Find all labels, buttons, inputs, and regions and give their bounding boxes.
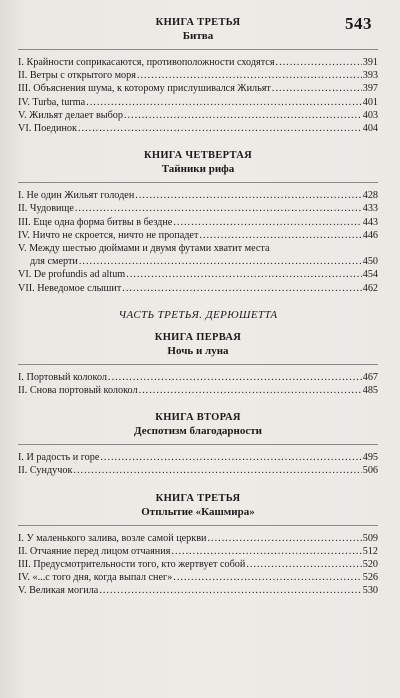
divider (18, 49, 378, 50)
chapter-entry (18, 532, 378, 545)
chapter-title: IV. Ничто не скроется, ничто не пропадет (18, 229, 199, 241)
chapter-entry (18, 189, 378, 202)
chapter-title: V. Жильят делает выбор (18, 109, 123, 121)
leader-dots (171, 545, 361, 558)
chapter-entry (18, 584, 378, 597)
leader-dots (86, 96, 362, 109)
chapter-entry (18, 384, 378, 397)
leader-dots (208, 532, 362, 545)
book-subtitle: Деспотизм благодарности (134, 425, 262, 438)
leader-dots (126, 268, 361, 281)
leader-dots (73, 464, 361, 477)
book-subtitle: Отплытие «Кашмира» (141, 505, 255, 518)
leader-dots (246, 558, 361, 571)
book-section (18, 492, 378, 598)
chapter-page-number: 526 (362, 572, 378, 584)
divider (18, 364, 378, 365)
chapter-page-number: 509 (362, 532, 378, 544)
chapter-title: IV. Turba, turma (18, 96, 86, 108)
chapter-page-number: 403 (362, 109, 378, 121)
chapter-page-number: 446 (362, 229, 378, 241)
chapter-title: II. Сундучок (18, 465, 73, 477)
leader-dots (122, 282, 361, 295)
chapter-title: II. Чудовище (18, 203, 74, 215)
chapter-page-number: 443 (362, 216, 378, 228)
chapter-page-number: 397 (362, 83, 378, 95)
chapter-page-number: 401 (362, 96, 378, 108)
part-title: ЧАСТЬ ТРЕТЬЯ. ДЕРЮШЕТТА (118, 308, 278, 321)
leader-dots (137, 69, 362, 82)
chapter-title: I. Портовый колокол (18, 371, 108, 383)
leader-dots (139, 384, 362, 397)
section-gap (18, 478, 378, 492)
leader-dots (124, 109, 362, 122)
chapter-entry (18, 202, 378, 215)
chapter-page-number: 530 (362, 585, 378, 597)
chapter-page-number: 428 (362, 190, 378, 202)
chapter-title: V. Между шестью дюймами и двумя футами хватит места (18, 243, 270, 255)
chapter-entry (18, 109, 378, 122)
chapter-entry (18, 268, 378, 281)
chapter-entry (18, 558, 378, 571)
leader-dots (173, 571, 361, 584)
chapter-title: II. Снова портовый колокол (18, 385, 138, 397)
chapter-page-number: 485 (362, 385, 378, 397)
leader-dots (100, 451, 361, 464)
book-section (18, 411, 378, 477)
chapter-page-number: 391 (362, 57, 378, 68)
divider (18, 444, 378, 445)
book-subtitle: Ночь и луна (167, 344, 229, 357)
leader-dots (75, 202, 362, 215)
chapter-page-number: 450 (362, 256, 378, 268)
chapter-page-number: 520 (362, 559, 378, 571)
chapter-entry (18, 545, 378, 558)
chapter-entry (18, 82, 378, 95)
book-subtitle: Битва (182, 30, 214, 42)
chapter-entry (18, 56, 378, 69)
leader-dots (272, 82, 362, 95)
chapter-entry (18, 451, 378, 464)
chapter-title: II. Ветры с открытого моря (18, 70, 136, 82)
chapter-page-number: 495 (362, 452, 378, 464)
chapter-list (18, 532, 378, 598)
book-title: КНИГА ПЕРВАЯ (154, 331, 242, 343)
chapter-page-number: 467 (362, 371, 378, 383)
chapter-page-number: 393 (362, 70, 378, 82)
chapter-list (18, 451, 378, 477)
divider (18, 525, 378, 526)
page-number: 543 (345, 14, 372, 33)
chapter-page-number: 462 (362, 282, 378, 294)
leader-dots (173, 216, 361, 229)
chapter-entry (18, 571, 378, 584)
book-title: КНИГА ТРЕТЬЯ (155, 17, 241, 28)
chapter-title: I. Не один Жильят голоден (18, 190, 135, 202)
chapter-title: III. Предусмотрительности того, кто жертвует собой (18, 559, 246, 571)
divider (18, 182, 378, 183)
table-of-contents (18, 16, 378, 598)
section-gap (18, 135, 378, 149)
chapter-list (18, 56, 378, 135)
chapter-list (18, 371, 378, 397)
book-title: КНИГА ВТОРАЯ (155, 412, 241, 424)
leader-dots (78, 122, 362, 135)
chapter-page-number: 454 (362, 269, 378, 281)
book-subtitle: Тайники рифа (161, 163, 235, 176)
chapter-title-continued: для смерти (30, 256, 78, 268)
chapter-title: III. Еще одна форма битвы в бездне (18, 216, 173, 228)
chapter-page-number: 506 (362, 465, 378, 477)
book-title: КНИГА ТРЕТЬЯ (155, 492, 241, 504)
chapter-entry (18, 242, 378, 268)
chapter-title: V. Великая могила (18, 585, 99, 597)
chapter-entry (18, 69, 378, 82)
chapter-page-number: 404 (362, 123, 378, 135)
chapter-title: VI. De profundis ad altum (18, 269, 126, 281)
leader-dots (276, 56, 362, 69)
chapter-title: I. У маленького залива, возле самой церкви (18, 532, 207, 544)
chapter-entry (18, 96, 378, 109)
chapter-entry (18, 229, 378, 242)
leader-dots (99, 584, 361, 597)
chapter-entry (18, 464, 378, 477)
chapter-entry (18, 122, 378, 135)
chapter-title: I. Крайности соприкасаются, противоположности сходятся (18, 57, 275, 68)
leader-dots (79, 255, 362, 268)
chapter-page-number: 433 (362, 203, 378, 215)
book-section (18, 149, 378, 295)
chapter-entry (18, 216, 378, 229)
chapter-title: VII. Неведомое слышит (18, 282, 122, 294)
chapter-list (18, 189, 378, 295)
leader-dots (135, 189, 361, 202)
chapter-title: VI. Поединок (18, 123, 77, 135)
book-title: КНИГА ЧЕТВЕРТАЯ (143, 150, 253, 162)
leader-dots (108, 371, 362, 384)
book-section (18, 331, 378, 397)
leader-dots (199, 229, 361, 242)
chapter-entry (18, 282, 378, 295)
book-section (18, 16, 378, 135)
chapter-entry (18, 371, 378, 384)
chapter-page-number: 512 (362, 545, 378, 557)
chapter-title: IV. «...с того дня, когда выпал снег» (18, 572, 173, 584)
section-gap (18, 397, 378, 411)
chapter-title: I. И радость и горе (18, 452, 100, 464)
chapter-title: II. Отчаяние перед лицом отчаяния (18, 545, 171, 557)
chapter-title: III. Объяснения шума, к которому прислушивался Жильят (18, 83, 271, 95)
